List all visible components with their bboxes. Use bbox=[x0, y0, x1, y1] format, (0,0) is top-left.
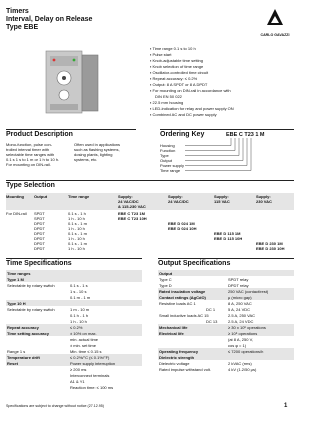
spec-label: Dielectric voltage bbox=[159, 360, 190, 366]
feature-item: ▪ For mounting on DIN-rail in accordance with bbox=[150, 88, 231, 93]
spec-label: Selectable by rotary switch bbox=[7, 306, 55, 312]
feature-item: ▪ 22.5 mm housing bbox=[150, 100, 184, 105]
spec-label: Output bbox=[159, 270, 173, 276]
table-header-cell: Supply: 24 VAC/DC & 115-230 VAC bbox=[118, 194, 146, 209]
table-cell: EBE C T23 1M bbox=[118, 211, 145, 216]
spec-label: Electrical life bbox=[159, 330, 184, 336]
spec-value: DPDT relay bbox=[228, 282, 249, 288]
spec-value: ≤ 7200 operations/h bbox=[228, 348, 264, 354]
ordering-key-label: Power supply bbox=[160, 163, 185, 168]
feature-item: ▪ Pulse start bbox=[150, 52, 172, 57]
spec-value: ≤ 0.2%/°C (≤ 0.1%/°F) bbox=[70, 354, 110, 360]
spec-value: cos φ = 1) bbox=[228, 342, 247, 348]
description-line: 0.1 s 1 s to 1 m or 1 h to 10 h. bbox=[6, 157, 60, 162]
feature-item: ▪ LED-indication for relay and power supply ON bbox=[150, 106, 234, 111]
table-header-row bbox=[6, 193, 294, 210]
description-line: Mono-function, pulse con- bbox=[6, 142, 53, 147]
spec-label: Type 10 H bbox=[7, 300, 26, 306]
ordering-key-code: EBE C T23 1 M bbox=[226, 132, 265, 138]
table-cell: EBE D 230 1M bbox=[256, 241, 283, 246]
spec-value: Power supply interruption bbox=[70, 360, 116, 366]
spec-label: Dielectric strength bbox=[159, 354, 195, 360]
spec-value: ± 10% on max. bbox=[70, 330, 97, 336]
spec-label: Contact ratings (AgCdO) bbox=[159, 294, 206, 300]
spec-row bbox=[158, 366, 294, 372]
spec-label: Rated insulation voltage bbox=[159, 288, 206, 294]
feature-item: ▪ Output: 8 A SPDT or 8 A DPDT bbox=[150, 82, 208, 87]
spec-label: Range 1 s bbox=[7, 348, 26, 354]
table-header-cell: Mounting bbox=[6, 194, 24, 199]
type-selection-table bbox=[6, 193, 294, 253]
spec-value: (at 8 A, 250 V, bbox=[228, 336, 253, 342]
spec-label: Small inductive loads AC 15 bbox=[159, 312, 209, 318]
spec-value: 4 kV (1.2/50 μs) bbox=[228, 366, 257, 372]
spec-value: ≤ 0.2% bbox=[70, 324, 83, 330]
description-line: For mounting on DIN-rail. bbox=[6, 162, 51, 167]
table-header-cell: Supply: 230 VAC bbox=[256, 194, 272, 204]
spec-value: 1 m - 10 m bbox=[70, 306, 90, 312]
table-cell: EBE D 024 10H bbox=[168, 226, 197, 231]
spec-label: Repeat accuracy bbox=[7, 324, 39, 330]
feature-item: ▪ Knob-adjustable time setting bbox=[150, 58, 204, 63]
feature-item: ▪ Combined AC and DC power supply bbox=[150, 112, 217, 117]
ordering-key-heading: Ordering Key bbox=[160, 131, 205, 138]
spec-value: 0.1 s - 1 s bbox=[70, 282, 88, 288]
table-cell: 1 h - 10 h bbox=[68, 236, 85, 241]
page-title bbox=[6, 8, 92, 32]
table-cell: 1 h - 10 h bbox=[68, 216, 85, 221]
feature-item: ▪ Repeat accuracy: ≤ 0.2% bbox=[150, 76, 198, 81]
feature-list bbox=[150, 46, 295, 118]
product-description-rule bbox=[6, 129, 136, 130]
table-cell: EBE D 230 10H bbox=[256, 246, 285, 251]
spec-label: Type 1 M bbox=[7, 276, 24, 282]
spec-label: Type D bbox=[159, 282, 172, 288]
table-cell: DPDT bbox=[34, 226, 45, 231]
spec-value: Interconnect terminals bbox=[70, 372, 110, 378]
spec-value: 5 A, 24 VDC bbox=[228, 306, 251, 312]
spec-row bbox=[6, 384, 142, 390]
table-cell: 0.1 s - 1 h bbox=[68, 211, 86, 216]
ordering-key-label: Output bbox=[160, 158, 173, 163]
spec-value: ≥ 200 ms bbox=[70, 366, 87, 372]
spec-label: DC 1 bbox=[206, 306, 216, 312]
ordering-key-label: Housing bbox=[160, 143, 175, 148]
table-cell: For DIN-rail bbox=[6, 211, 27, 216]
table-cell: 0.1 s - 1 m bbox=[68, 231, 87, 236]
ordering-key-label: Type bbox=[160, 153, 169, 158]
spec-value: 1 h - 10 h bbox=[70, 318, 87, 324]
ordering-key-labels bbox=[160, 143, 184, 173]
spec-value: 1 s - 10 s bbox=[70, 288, 87, 294]
table-cell: EBE D 115 10H bbox=[214, 236, 243, 241]
ordering-key-label: Time range bbox=[160, 168, 181, 173]
spec-label: Time ranges bbox=[7, 270, 31, 276]
spec-value: 2 kVAC (rms) bbox=[228, 360, 252, 366]
product-description-heading: Product Description bbox=[6, 131, 73, 138]
spec-value: Reaction time: ≤ 100 ms bbox=[70, 384, 114, 390]
spec-value: 0.1 h - 1 h bbox=[70, 312, 89, 318]
table-cell: DPDT bbox=[34, 221, 45, 226]
table-cell: 1 h - 10 h bbox=[68, 246, 85, 251]
spec-label: Reset bbox=[7, 360, 18, 366]
output-specs-heading: Output Specifications bbox=[158, 260, 231, 267]
description-line: systems, etc. bbox=[74, 157, 98, 162]
spec-value: ≥ 30 x 10⁶ operations bbox=[228, 324, 266, 330]
table-cell: EBE C T23 10H bbox=[118, 216, 147, 221]
table-header-cell: Supply: 24 VAC/DC bbox=[168, 194, 189, 204]
description-line: trolled interval timer with bbox=[6, 147, 50, 152]
output-specs-table bbox=[158, 270, 294, 372]
spec-label: Rated impulse withstand volt. bbox=[159, 366, 212, 372]
type-selection-rule bbox=[6, 180, 294, 181]
table-header-cell: Supply: 115 VAC bbox=[214, 194, 230, 204]
feature-item: DIN EN 50 022 bbox=[155, 94, 182, 99]
spec-value: ± min. set time bbox=[70, 342, 96, 348]
product-description-col1 bbox=[6, 142, 68, 167]
spec-value: Min. time ≤ 0.15 s bbox=[70, 348, 102, 354]
spec-value: 2.5 A, 250 VAC bbox=[228, 312, 256, 318]
description-line: dosing plants, lighting bbox=[74, 152, 113, 157]
spec-value: μ (micro gap) bbox=[228, 294, 252, 300]
output-specs-rule bbox=[158, 258, 294, 259]
brand-name: CARLO GAVAZZI bbox=[260, 33, 290, 37]
table-cell: DPDT bbox=[34, 246, 45, 251]
table-cell: 0.1 s - 1 m bbox=[68, 221, 87, 226]
spec-value: 250 VAC (contact/rest) bbox=[228, 288, 269, 294]
brand-logo-icon bbox=[265, 8, 285, 28]
spec-label: Resistive loads AC 1 bbox=[159, 300, 196, 306]
spec-label: Temperature drift bbox=[7, 354, 40, 360]
ordering-key-label: Function bbox=[160, 148, 176, 153]
spec-label: Selectable by rotary switch bbox=[7, 282, 55, 288]
title-line-2: Interval, Delay on Release bbox=[6, 16, 93, 23]
table-row bbox=[6, 246, 294, 251]
table-header-cell: Output bbox=[34, 194, 48, 199]
ordering-key-rule bbox=[160, 129, 294, 130]
table-cell: DPDT bbox=[34, 241, 45, 246]
spec-value: SPDT relay bbox=[228, 276, 249, 282]
feature-item: ▪ Time range 0.1 s to 10 h bbox=[150, 46, 196, 51]
description-line: selectable time ranges with bbox=[6, 152, 55, 157]
title-line-1: Timers bbox=[6, 8, 29, 15]
spec-label: Mechanical life bbox=[159, 324, 188, 330]
title-line-3: Type EBE bbox=[6, 24, 39, 31]
spec-value: min. actual time bbox=[70, 336, 99, 342]
time-specs-heading: Time Specifications bbox=[6, 260, 72, 267]
brand-logo bbox=[256, 8, 294, 38]
description-line: Often used in applications bbox=[74, 142, 121, 147]
table-cell: 0.1 s - 1 m bbox=[68, 241, 87, 246]
table-cell: 1 h - 10 h bbox=[68, 226, 85, 231]
spec-label: DC 13 bbox=[206, 318, 218, 324]
table-cell: DPDT bbox=[34, 236, 45, 241]
table-header-cell: Time range bbox=[68, 194, 90, 199]
page-number: 1 bbox=[284, 403, 288, 409]
table-cell: EBE D 024 1M bbox=[168, 221, 195, 226]
table-cell: DPDT bbox=[34, 231, 45, 236]
feature-item: ▪ Knob selection of time range bbox=[150, 64, 204, 69]
product-description-col2 bbox=[74, 142, 136, 162]
spec-label: Operating frequency bbox=[159, 348, 199, 354]
spec-label: Type C bbox=[159, 276, 172, 282]
spec-value: 8 A, 250 VAC bbox=[228, 300, 252, 306]
ordering-key-leader-lines bbox=[185, 138, 255, 172]
table-cell: EBE D 115 1M bbox=[214, 231, 241, 236]
product-photo bbox=[8, 48, 133, 118]
spec-label: Time setting accuracy bbox=[7, 330, 49, 336]
footer-note: Specifications are subject to change without notice (27.12.95) bbox=[6, 404, 104, 408]
spec-value: ≥ 10⁵ operations bbox=[228, 330, 258, 336]
spec-value: 2.5 A, 24 VDC bbox=[228, 318, 254, 324]
table-cell: SPDT bbox=[34, 216, 45, 221]
spec-value: 0.1 m - 1 m bbox=[70, 294, 91, 300]
spec-value: A1 & Y1 bbox=[70, 378, 85, 384]
table-cell: SPDT bbox=[34, 211, 45, 216]
description-line: such as flashing systems, bbox=[74, 147, 120, 152]
feature-item: ▪ Oscillator-controlled time circuit bbox=[150, 70, 209, 75]
time-specs-table bbox=[6, 270, 142, 390]
time-specs-rule bbox=[6, 258, 142, 259]
type-selection-heading: Type Selection bbox=[6, 182, 55, 189]
